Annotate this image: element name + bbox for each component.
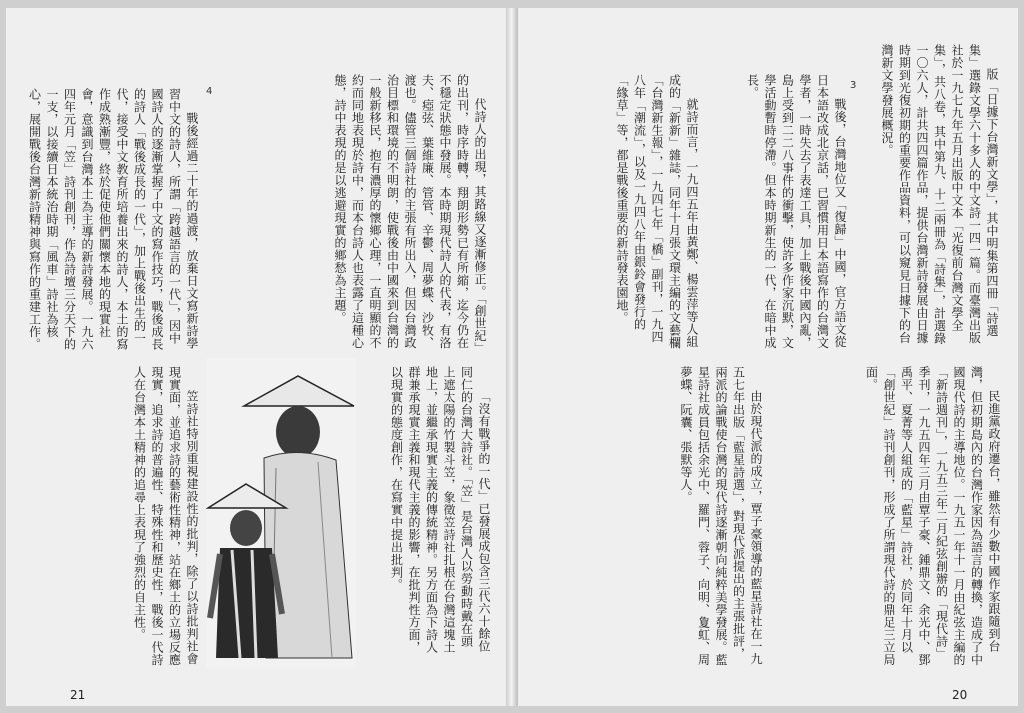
page-gutter <box>506 8 518 706</box>
text-column: 版「日據下台灣新文學」，其中明集第四冊「詩選集」選錄文學六十多人的中文詩一四一篇。而臺灣出版社於一九七九年五月出版中文本「光復前台灣文學全集」，共八卷，其中第九、十二兩冊為「詩集」，計選錄一〇六人，計共四四篇作品，提供台灣新詩發展由日據時期到光復初期的重要作品資料，可以窺見日據下的台灣新文學發展概況。 <box>880 44 999 345</box>
section-number: 4 <box>206 86 213 97</box>
text-column: 就詩而言，一九四五年由黃鄭、楊雲萍等人組成的「新新」雜誌，同年十月張文環主編的文藝欄「台灣新生報」，一九四七年「橋」副刊，一九四八年「潮流」，以及一九四八年由銀鈴會發行的「緣草」等，都是戰後重要的新詩發表園地。 <box>615 74 699 349</box>
text-column: 代詩人的出現，其路線又逐漸修正。「創世紀」的出刊，時序時轉，翔朗形勢已有所縮，迄今仍在不穩定狀態中發展。本時期現代詩人的代表，有洛夫、瘂弦、葉維廉、管管、辛鬱、周夢蝶、沙牧、渡也。儘管三個詩社的主張有所出入，但因台灣政治目標和環境的不明朗，使戰後由中國來到台灣的一般新移民，抱有濃厚的懷鄉心理，一直明顯的不約而同地表現於詩中，而本台詩人也表露了這種心態，詩中表現的是以逃避現實的鄉愁為主題。 <box>333 74 487 349</box>
photo-illustration <box>206 358 356 668</box>
page-number: 20 <box>952 688 968 702</box>
text-column: 「沒有戰爭的一代」已發展成包含三代六十餘位同仁的台灣大詩社。「笠」是台灣人以勞動時戴在頭上遮太陽的竹製斗笠，象徵笠詩社扎根在台灣這塊土地上，並繼承現實主義的傳統精神。另方面為下詩人群兼承現實主義和現代主義的影響，在批判性方面，以現實的態度創作，在寫實中提出批判。 <box>389 366 491 654</box>
right-page <box>518 8 1018 706</box>
text-column: 由於現代派的成立，覃子豪領導的藍星詩社在一九五七年出版「藍星詩選」，對現代派提出的主張批評，兩派的論戰使台灣的現代詩逐漸朝向純粹美學發展。藍星詩社成員包括余光中、羅門、蓉子、向明、夐虹、周夢蝶、阮囊、張默等人。 <box>679 366 763 666</box>
text-column: 民進黨政府遷台，雖然有少數中國作家跟隨到台灣，但初期島內的台灣作家因為語言的轉換，造成了中國現代詩的主導地位。一九五一年十一月由紀弦主編的「新詩週刊」，一九五三年二月紀弦創辦的「現代詩」季刊，一九五四年三月由覃子豪、鍾鼎文、余光中、鄧禹平、夏菁等人組成的「藍星」詩社，於同年十月以「創世紀」詩刊創刊，形成了所謂現代詩的鼎足三立局面。 <box>864 366 1001 666</box>
page-number: 21 <box>70 688 86 702</box>
left-page <box>6 8 506 706</box>
text-column: 戰後，台灣地位又「復歸」中國，官方語文從日本語改成北京話，已習慣用日本語寫作的台灣文學者，一時失去了表達工具，加上戰後中國內亂，島上受到二二八事件的衝擊，使許多作家沉默，文學活動暫時停滯。但本時期新生的一代，在暗中成長。 <box>745 74 847 349</box>
section-number: 3 <box>850 80 857 91</box>
magazine-spread <box>6 8 1018 706</box>
text-column: 戰後經過二十年的過渡，放棄日文寫新詩學習中文的詩人，所謂「跨越語言的一代」，因中國詩人的逐漸掌握了中文的寫作技巧，戰後成長的詩人「戰後成長的一代」，加上戰後出生的一代，接受中文教育所培養出來的詩人，本土的寫作成熟漸豐，終於促使他們關懷本地的現實社會，意識到台灣本土為主導的新詩發展。一九六四年元月「笠」詩刊創刊，作為詩壇三分天下的一支，以接續日本統治時期「風車」詩社為核心，展開戰後台灣新詩精神與寫作的重建工作。 <box>27 88 199 351</box>
text-column: 笠詩社特別重視建設性的批判，除了以詩批判社會現實面，並追求詩的藝術性精神，站在鄉土的立場反應現實，追求詩的普遍性、特殊性和歷史性，戰後一代詩人在台灣本土精神的追尋上表現了強烈的自主性。 <box>132 366 199 666</box>
